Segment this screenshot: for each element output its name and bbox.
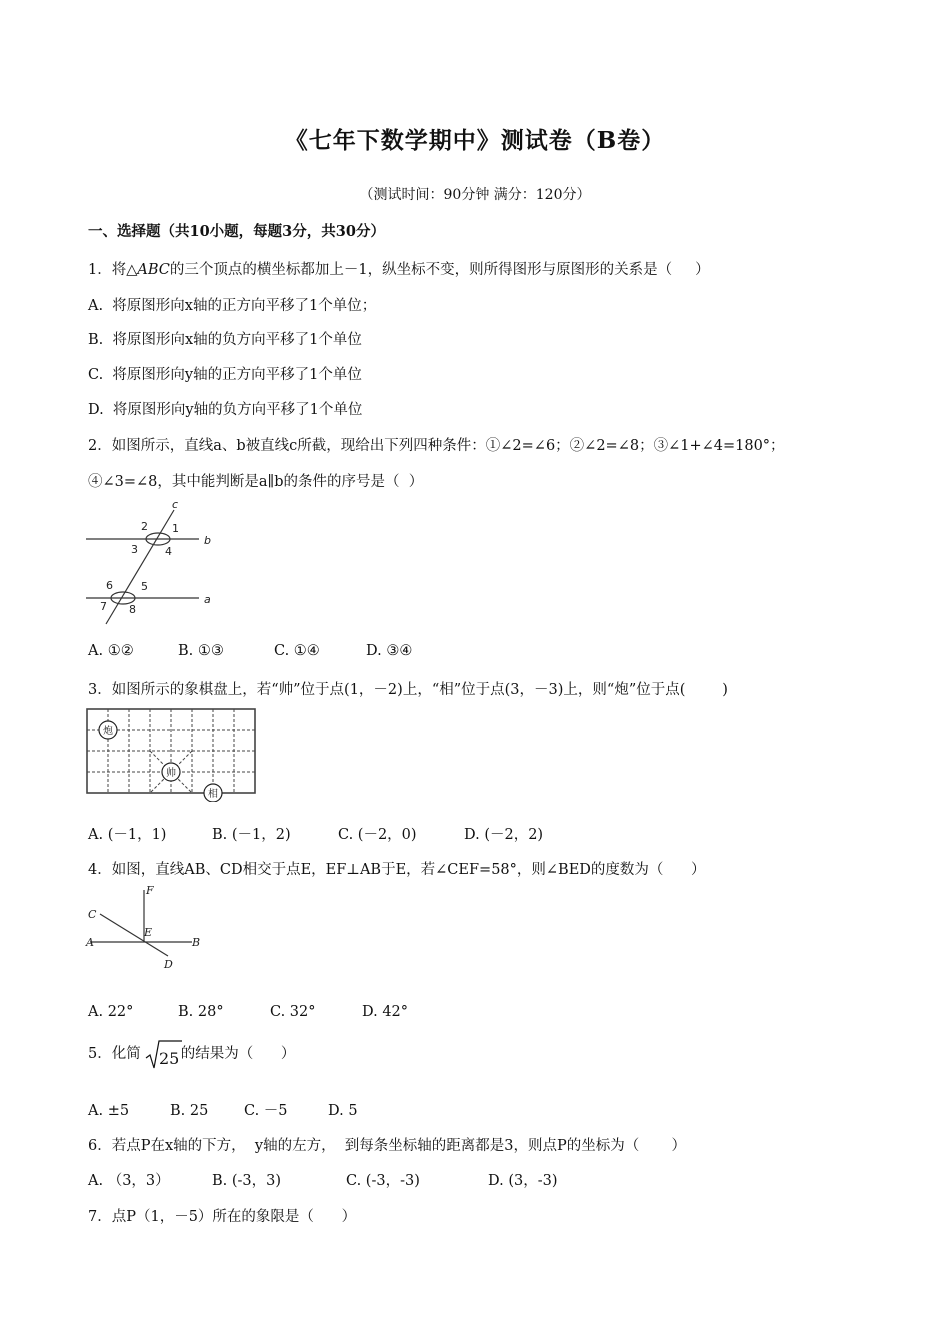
question-4-stem: 4．如图，直线AB、CD相交于点E，EF⊥AB于E，若∠CEF=58°，则∠BED的度数为（ ） bbox=[88, 862, 706, 878]
q4-options bbox=[88, 1004, 408, 1020]
label-e: E bbox=[144, 926, 153, 939]
label-b: b bbox=[204, 534, 211, 547]
question-2-stem-cont: ④∠3=∠8，其中能判断是a∥b的条件的序号是（ ） bbox=[88, 474, 424, 490]
q2-option-c: C. ①④ bbox=[274, 643, 320, 659]
q5-option-c: C. －5 bbox=[244, 1103, 288, 1119]
q5-stem-part: 的结果为（ ） bbox=[180, 1046, 296, 1062]
q6-options bbox=[88, 1169, 558, 1190]
q5-option-b: B. 25 bbox=[170, 1103, 209, 1119]
label-d: D bbox=[164, 958, 173, 971]
intersecting-lines-figure bbox=[84, 884, 214, 974]
question-3-stem: 3．如图所示的象棋盘上，若“帅”位于点(1，－2)上，“相”位于点(3，－3)上，则“炮”位于点( ) bbox=[88, 682, 728, 698]
label-c: c bbox=[172, 498, 179, 511]
label-5: 5 bbox=[141, 580, 148, 593]
radicand: 25 bbox=[159, 1049, 180, 1068]
q6-option-a: A. （3，3） bbox=[88, 1173, 170, 1189]
label-7: 7 bbox=[100, 600, 107, 613]
chessboard-figure bbox=[84, 706, 260, 802]
q2-option-d: D. ③④ bbox=[366, 643, 413, 659]
q1-option-c: C. 将原图形向y轴的正方向平移了1个单位 bbox=[88, 367, 362, 383]
question-6-stem: 6．若点P在x轴的下方， y轴的左方， 到每条坐标轴的距离都是3，则点P的坐标为（ ） bbox=[88, 1138, 687, 1154]
question-7-stem: 7．点P（1，－5）所在的象限是（ ） bbox=[88, 1209, 357, 1225]
label-1: 1 bbox=[172, 522, 179, 535]
parallel-lines-figure bbox=[84, 496, 224, 626]
q3-option-d: D. (－2，2) bbox=[464, 827, 544, 843]
q5-options bbox=[88, 1099, 358, 1120]
q5-option-a: A. ±5 bbox=[88, 1103, 130, 1119]
q1-option-d: D. 将原图形向y轴的负方向平移了1个单位 bbox=[88, 402, 363, 418]
section-heading: 一、选择题（共10小题，每题3分，共30分） bbox=[88, 223, 385, 240]
question-2-stem: 2．如图所示，直线a、b被直线c所截，现给出下列四种条件：①∠2=∠6；②∠2=∠8；③∠1+∠4=180°； bbox=[88, 438, 785, 454]
label-a: A bbox=[86, 936, 94, 949]
q4-option-b: B. 28° bbox=[178, 1004, 224, 1020]
q5-stem-part: 5．化简 bbox=[88, 1046, 141, 1062]
q6-option-c: C. (-3，-3) bbox=[346, 1173, 420, 1189]
q6-option-b: B. (-3，3) bbox=[212, 1173, 282, 1189]
label-c: C bbox=[88, 908, 97, 921]
exam-info: （测试时间：90分钟 满分：120分） bbox=[359, 187, 591, 203]
q1-stem-part: 1．将△ bbox=[88, 262, 138, 278]
q2-option-a: A. ①② bbox=[88, 643, 134, 659]
transversal-c bbox=[106, 510, 174, 624]
q1-stem-part: 的三个顶点的横坐标都加上－1，纵坐标不变，则所得图形与原图形的关系是（ ） bbox=[169, 262, 710, 278]
label-8: 8 bbox=[129, 603, 136, 616]
label-3: 3 bbox=[131, 543, 138, 556]
label-6: 6 bbox=[106, 579, 113, 592]
label-f: F bbox=[146, 884, 154, 897]
q3-option-b: B. (－1，2) bbox=[212, 827, 291, 843]
label-4: 4 bbox=[165, 545, 172, 558]
q4-option-d: D. 42° bbox=[362, 1004, 409, 1020]
q1-triangle-name: ABC bbox=[137, 262, 170, 278]
label-2: 2 bbox=[141, 520, 148, 533]
label-b: B bbox=[192, 936, 201, 949]
q5-option-d: D. 5 bbox=[328, 1103, 358, 1119]
line-cd bbox=[100, 914, 168, 956]
q3-options bbox=[88, 823, 543, 844]
q2-options bbox=[88, 643, 412, 659]
q4-option-c: C. 32° bbox=[270, 1004, 316, 1020]
question-1-stem bbox=[88, 258, 710, 279]
q6-option-d: D. (3，-3) bbox=[488, 1173, 558, 1189]
piece-label-pao: 炮 bbox=[103, 726, 113, 737]
page-title: 《七年下数学期中》测试卷（B卷） bbox=[284, 127, 666, 154]
question-5-stem bbox=[88, 1042, 295, 1063]
q1-option-a: A. 将原图形向x轴的正方向平移了1个单位； bbox=[88, 298, 377, 314]
q4-option-a: A. 22° bbox=[88, 1004, 134, 1020]
piece-label-shuai: 帅 bbox=[166, 768, 176, 779]
sqrt-expression bbox=[144, 1038, 184, 1072]
label-a: a bbox=[204, 593, 211, 606]
q3-option-c: C. (－2，0) bbox=[338, 827, 417, 843]
q2-option-b: B. ①③ bbox=[178, 643, 224, 659]
piece-label-xiang: 相 bbox=[208, 789, 218, 800]
q1-option-b: B. 将原图形向x轴的负方向平移了1个单位 bbox=[88, 332, 362, 348]
q3-option-a: A. (－1，1) bbox=[88, 827, 167, 843]
